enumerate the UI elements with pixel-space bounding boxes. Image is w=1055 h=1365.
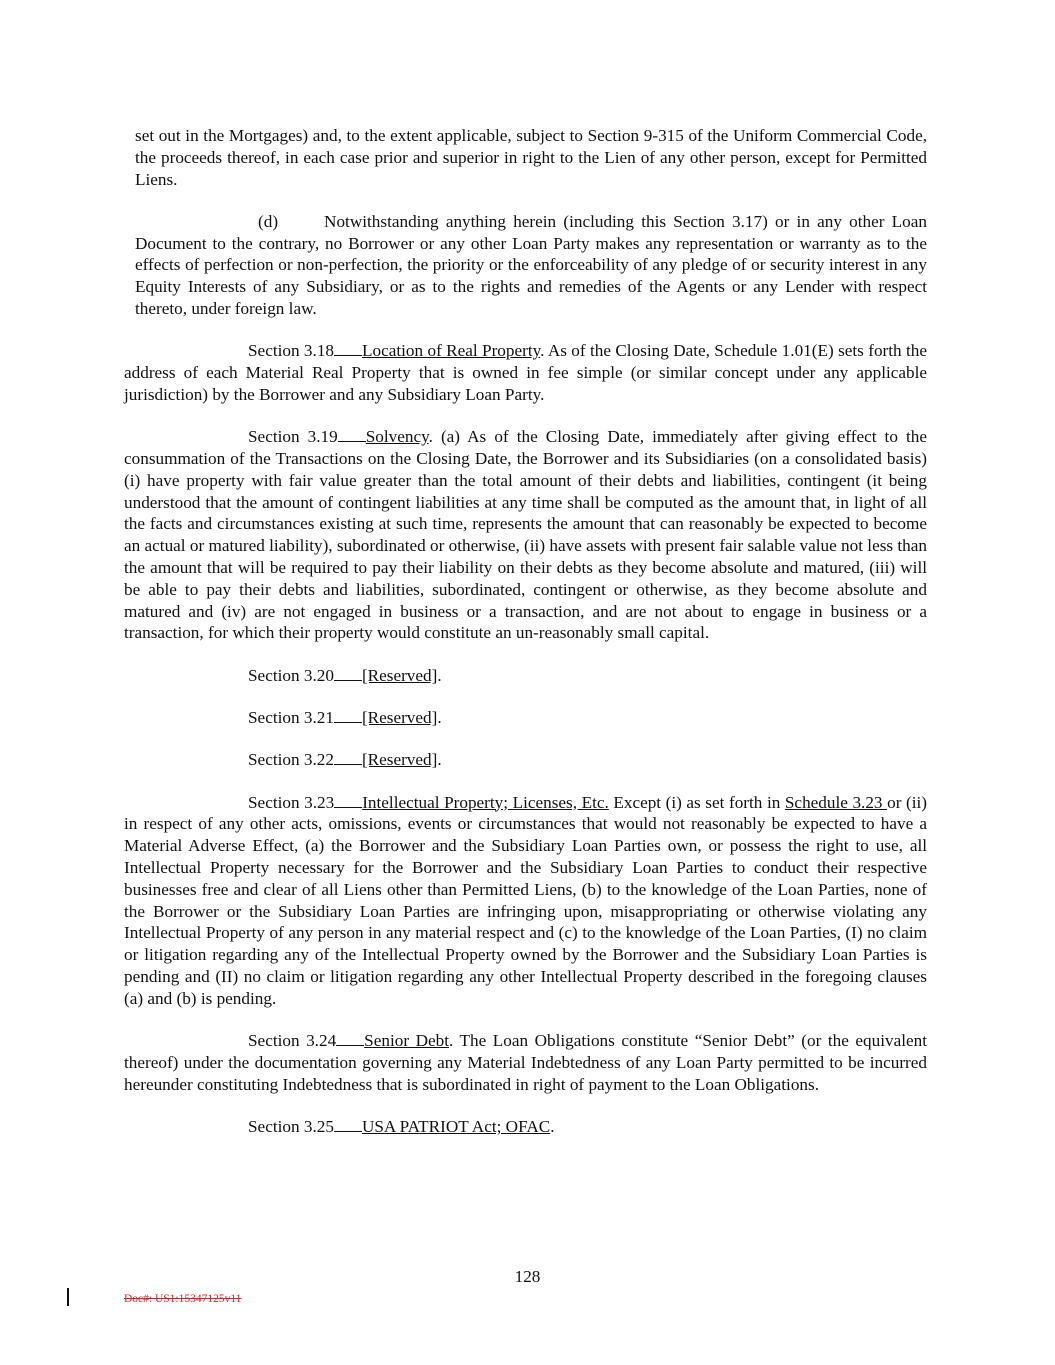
document-id: Doc#: US1:15347125v11	[124, 1293, 242, 1305]
section-title: [Reserved]	[361, 665, 438, 685]
paragraph-continuation: set out in the Mortgages) and, to the extent applicable, subject to Section 9-315 of the Uniform Commercial Code, the proceeds thereof, in each case prior and superior in right to the Lien of any other person, except for Permitted Liens.	[135, 126, 927, 189]
section-text: .	[550, 1116, 555, 1136]
section-title: Senior Debt	[364, 1031, 449, 1051]
section-3-24	[124, 1030, 927, 1095]
section-title: Solvency	[365, 427, 429, 447]
section-3-18	[124, 340, 927, 405]
section-text: or (ii) in respect of any other acts, omissions, events or circumstances that would not reasonably be expected to have a Material Adverse Effect, (a) the Borrower and the Subsidiary Loan Parties own, or possess the right to use, all Intellectual Property necessary for the Borrower and the Subsidiary Loan Parties to conduct their respective businesses free and clear of all Liens other than Permitted Liens, (b) to the knowledge of the Loan Parties, none of the Borrower or the Subsidiary Loan Parties are infringing upon, misappropriating or otherwise violating any Intellectual Property of any person in any material respect and (c) to the knowledge of the Loan Parties, (I) no claim or litigation regarding any of the Intellectual Property owned by the Borrower and the Subsidiary Loan Parties is pending and (II) no claim or litigation regarding any other Intellectual Property described in the foregoing clauses (a) and (b) is pending.	[124, 792, 927, 1008]
section-number: Section 3.19	[248, 427, 338, 447]
document-body	[124, 125, 927, 1158]
section-3-21	[124, 707, 927, 729]
clause-label: (d)	[258, 211, 279, 231]
section-number: Section 3.18	[248, 341, 335, 361]
section-number: Section 3.23	[248, 792, 335, 812]
section-3-23	[124, 792, 927, 1010]
paragraph-d	[124, 211, 927, 320]
section-text: Except (i) as set forth in	[608, 792, 785, 812]
section-title: [Reserved]	[361, 750, 438, 770]
schedule-reference: Schedule 3.23	[784, 792, 888, 812]
section-text: . The Loan Obligations constitute “Senior Debt” (or the equivalent thereof) under the documentation governing any Material Indebtedness of any Loan Party permitted to be incurred hereunder constituting Indebtedness that is subordinated in right of payment to the Loan Obligations.	[124, 1031, 927, 1094]
section-3-20	[124, 665, 927, 687]
section-number: Section 3.24	[248, 1031, 337, 1051]
section-3-22	[124, 749, 927, 771]
section-title: USA PATRIOT Act; OFAC	[361, 1116, 551, 1136]
section-text: . (a) As of the Closing Date, immediately after giving effect to the consummation of the Transactions on the Closing Date, the Borrower and its Subsidiaries (on a consolidated basis) (i) have property with fair value greater than the total amount of their debts and liabilities, contingent (it being understood that the amount of contingent liabilities at any time shall be computed as the amount that, in light of all the facts and circumstances existing at such time, represents the amount that can reasonably be expected to become an actual or matured liability), subordinated or otherwise, (ii) have assets with present fair salable value not less than the amount that will be required to pay their liability on their debts as they become absolute and matured, (iii) will be able to pay their debts and liabilities, subordinated, contingent or otherwise, as they become absolute and matured and (iv) are not engaged in business or a transaction, and are not about to engage in business or a transaction, for which their property would constitute an un-reasonably small capital.	[124, 427, 927, 643]
section-3-19	[124, 426, 927, 644]
section-text: .	[437, 708, 442, 728]
section-title: [Reserved]	[361, 708, 438, 728]
section-number: Section 3.25	[248, 1116, 334, 1136]
section-text: . As of the Closing Date, Schedule 1.01(E) sets forth the address of each Material Real Property that is owned in fee simple (or similar concept under any applicable jurisdiction) by the Borrower and any Subsidiary Loan Party.	[124, 341, 927, 404]
change-bar	[67, 1288, 69, 1306]
page-number: 128	[514, 1267, 541, 1286]
section-text: .	[437, 665, 442, 685]
section-3-25	[124, 1116, 927, 1138]
section-text: .	[437, 750, 442, 770]
clause-text: Notwithstanding anything herein (including this Section 3.17) or in any other Loan Document to the contrary, no Borrower or any other Loan Party makes any representation or warranty as to the effects of perfection or non-perfection, the priority or the enforceability of any pledge of or security interest in any Equity Interests of any Subsidiary, or as to the rights and remedies of the Agents or any Lender with respect thereto, under foreign law.	[135, 211, 927, 319]
section-title: Intellectual Property; Licenses, Etc.	[362, 792, 609, 812]
section-number: Section 3.22	[248, 750, 334, 770]
section-number: Section 3.20	[248, 665, 334, 685]
section-title: Location of Real Property	[362, 341, 541, 361]
section-number: Section 3.21	[248, 708, 334, 728]
